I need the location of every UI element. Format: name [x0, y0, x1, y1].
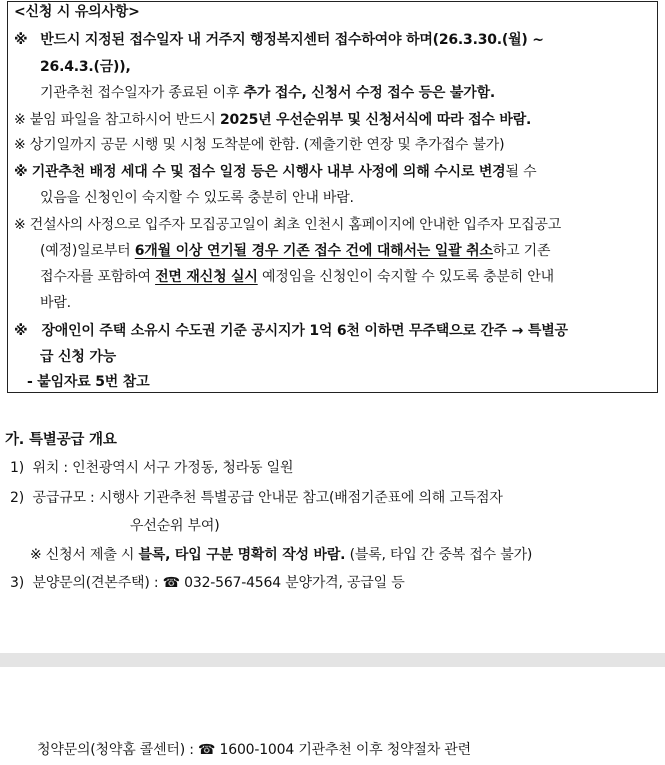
notice-item-6-line-2: 급 신청 가능 [40, 349, 116, 365]
bullet-mark: ※ [14, 217, 26, 233]
phone-icon: ☎ [198, 742, 216, 758]
overview-item-number: 2) [10, 490, 24, 506]
notice-title: <신청 시 유의사항> [14, 4, 140, 20]
overview-note-bold: 블록, 타입 구분 명확히 작성 바람. [138, 547, 346, 563]
notice-item-3 [14, 135, 504, 155]
notice-item-1-line-3-prefix: 기관추천 접수일자가 종료된 이후 [40, 85, 244, 101]
overview-phone-number: 032-567-4564 [184, 575, 281, 591]
notice-item-6-line-3: - 붙임자료 5번 참고 [27, 374, 150, 390]
notice-item-5-line-3 [40, 267, 554, 287]
notice-item-1-line-3-bold: 추가 접수, 신청서 수정 접수 등은 불가함. [243, 85, 496, 101]
overview-item-2-cont: 우선순위 부여) [130, 518, 220, 534]
notice-item-1-text: 반드시 지정된 접수일자 내 거주지 행정복지센터 접수하여야 하며(26.3.30.(월) ~ [40, 32, 544, 48]
notice-item-4-rest: 될 수 [505, 164, 537, 180]
overview-note [30, 545, 532, 565]
bottom-contact-label: 청약문의(청약홈 콜센터) : [37, 742, 199, 758]
bullet-mark: ※ [14, 32, 28, 48]
separator-band [0, 653, 665, 667]
section-heading: 가. 특별공급 개요 [5, 432, 117, 448]
notice-item-4-line-1 [14, 162, 536, 182]
notice-item-4-bold: 기관추천 배정 세대 수 및 접수 일정 등은 시행사 내부 사정에 의해 수시로 변경 [31, 164, 506, 180]
overview-item-3-label: 분양문의(견본주택) : [32, 575, 163, 591]
overview-item-3-suffix: 분양가격, 공급일 등 [280, 575, 405, 591]
overview-item-1-text: 위치 : 인천광역시 서구 가정동, 청라동 일원 [32, 460, 294, 476]
overview-item-number: 1) [10, 460, 24, 476]
bullet-mark: ※ [14, 112, 26, 128]
notice-item-5-line-4: 바람. [40, 295, 71, 311]
notice-item-5-line-3-suffix: 예정임을 신청인이 숙지할 수 있도록 충분히 안내 [257, 269, 554, 285]
notice-item-6-line-1 [14, 321, 568, 341]
bullet-mark: ※ [14, 137, 26, 153]
overview-note-prefix: ※ 신청서 제출 시 [30, 547, 139, 563]
notice-item-2-bold: 2025년 우선순위부 및 신청서식에 따라 접수 바람. [220, 112, 532, 128]
overview-item-number: 3) [10, 575, 24, 591]
bullet-mark: ※ [14, 164, 28, 180]
notice-item-5-line-2-underline: 6개월 이상 연기될 경우 기존 접수 건에 대해서는 일괄 취소 [134, 243, 493, 259]
notice-item-5-line-3-prefix: 접수자를 포함하여 [40, 269, 156, 285]
overview-item-3 [10, 573, 405, 593]
notice-item-6-text: 장애인이 주택 소유시 수도권 기준 공시지가 1억 6천 이하면 무주택으로 간주 → 특별공 [41, 323, 568, 339]
notice-item-3-text: 상기일까지 공문 시행 및 시청 도착분에 한함. (제출기한 연장 및 추가접수 불가) [29, 137, 505, 153]
notice-item-4-line-2: 있음을 신청인이 숙지할 수 있도록 충분히 안내 바람. [40, 190, 354, 206]
notice-item-2-prefix: 붙임 파일을 참고하시어 반드시 [29, 112, 221, 128]
notice-item-5-line-2 [40, 241, 550, 261]
notice-item-5-line-2-prefix: (예정)일로부터 [40, 243, 135, 259]
notice-item-2 [14, 110, 531, 130]
notice-item-5-line-2-suffix: 하고 기존 [492, 243, 551, 259]
bullet-mark: ※ [14, 323, 28, 339]
notice-item-5-line-3-underline: 전면 재신청 실시 [155, 269, 258, 285]
notice-item-1-line-3 [40, 83, 495, 103]
notice-item-5-line-1 [14, 215, 561, 235]
notice-item-5-text: 건설사의 사정으로 입주자 모집공고일이 최초 인천시 홈페이지에 안내한 입주자 모집공고 [29, 217, 562, 233]
bottom-contact-suffix: 기관추천 이후 청약절차 관련 [294, 742, 471, 758]
notice-item-1-line-1 [14, 30, 544, 50]
bottom-phone-number: 1600-1004 [219, 742, 295, 758]
overview-item-2 [10, 488, 503, 508]
bottom-contact [37, 740, 471, 760]
overview-note-suffix: (블록, 타입 간 중복 접수 불가) [345, 547, 533, 563]
notice-item-1-line-2: 26.4.3.(금)), [40, 59, 131, 75]
phone-icon: ☎ [162, 575, 180, 591]
overview-item-2-text: 공급규모 : 시행사 기관추천 특별공급 안내문 참고(배점기준표에 의해 고득점자 [32, 490, 503, 506]
overview-item-1 [10, 458, 293, 478]
